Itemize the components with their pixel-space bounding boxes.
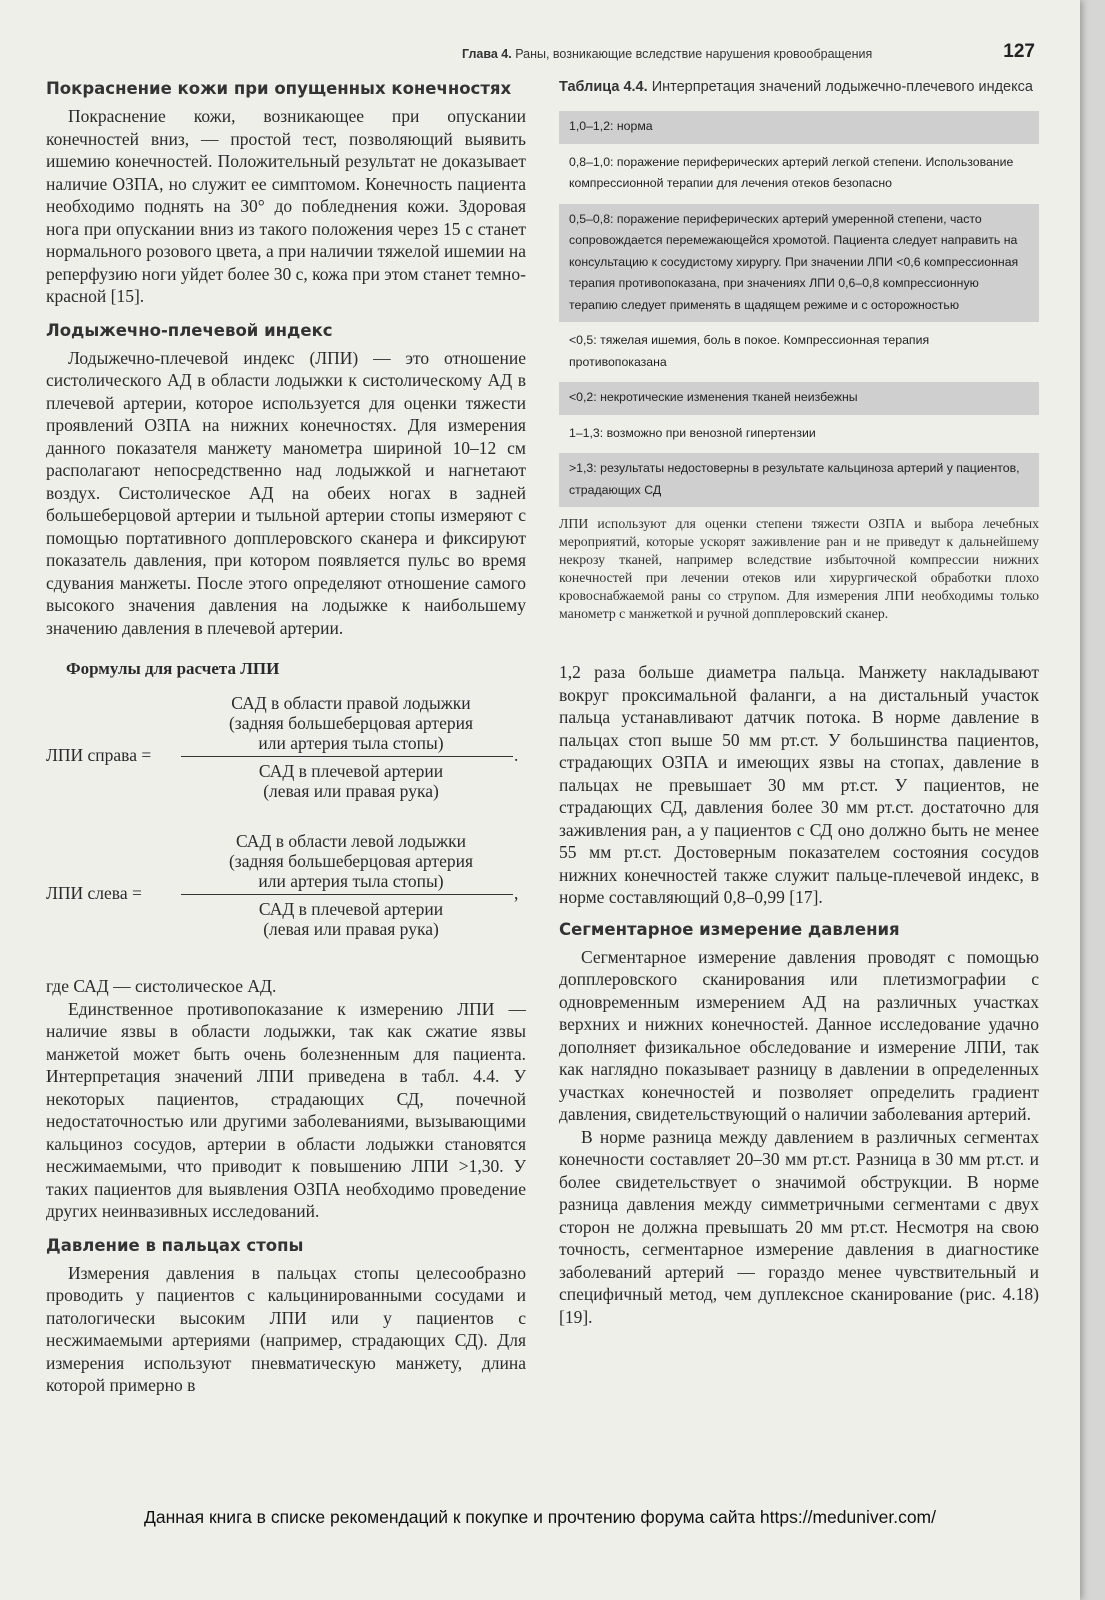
section-title-abi: Лодыжечно-плечевой индекс: [46, 320, 333, 340]
formula-lhs: ЛПИ справа =: [46, 745, 152, 765]
table-row: 1,0–1,2: норма: [559, 111, 1039, 144]
running-header: [462, 41, 1035, 65]
formula-title: Формулы для расчета ЛПИ: [66, 659, 280, 678]
paragraph-segmental-pressure-1: Сегментарное измерение давления проводят с помощью допплеровского сканирования или плетизмографии с одновременным измерением АД на различных участках верхних и нижних конечностей. Данное исследование удачно дополняет физикальное обследование и измерение ЛПИ, так как наглядно показывает разницу в давлении в определенных участках конечностей и позволяет определить градиент давления, свидетельствующий о наличии заболевания артерий.: [559, 946, 1039, 1124]
table-row: >1,3: результаты недостоверны в результате кальциноза артерий у пациентов, страдающих СД: [559, 453, 1039, 507]
section-title-toe-pressure: Давление в пальцах стопы: [46, 1235, 304, 1255]
formula-denominator: САД в плечевой артерии (левая или правая рука): [258, 761, 444, 801]
formula-abi-right: САД в области правой лодыжки (задняя большеберцовая артерия или артерия тыла стопы) ЛПИ справа = . САД в плечевой артерии (левая или правая рука): [46, 693, 519, 801]
formula-lhs: ЛПИ слева =: [46, 883, 142, 903]
formula-abi-left: САД в области левой лодыжки (задняя большеберцовая артерия или артерия тыла стопы) ЛПИ слева = , САД в плечевой артерии (левая или правая рука): [46, 831, 519, 939]
fraction-bar: [181, 894, 513, 895]
right-column: [559, 78, 1039, 1328]
table-row: 0,5–0,8: поражение периферических артерий умеренной степени, часто сопровождается перемежающейся хромотой. Пациента следует направить на консультацию к сосудистому хирургу. При значении ЛПИ <0,6 компрессионная терапия противопоказана, при значениях ЛПИ 0,6–0,8 компрессионную терапию следует применять в щадящем режиме и с осторожностью: [559, 204, 1039, 323]
formula-numerator: САД в области правой лодыжки (задняя большеберцовая артерия или артерия тыла стопы): [228, 693, 474, 753]
table-row: 1–1,3: возможно при венозной гипертензии: [569, 425, 816, 440]
chapter-heading: [462, 47, 872, 61]
chapter-label: Глава 4.: [462, 47, 512, 61]
watermark-footer: Данная книга в списке рекомендаций к покупке и прочтению форума сайта https://meduniver.com/: [143, 1507, 936, 1527]
paragraph-toe-pressure-continued: 1,2 раза больше диаметра пальца. Манжету накладывают вокруг проксимальной фаланги, а на дистальный участок пальца устанавливают датчик потока. В норме давление в пальцах стоп выше 50 мм рт.ст. У большинства пациентов, страдающих ОЗПА и имеющих язвы на стопах, давление в пальцах не превышает 30 мм рт.ст. У пациентов, не страдающих СД, давления более 30 мм рт.ст. достаточно для заживления ран, а у пациентов с СД оно должно быть не менее 55 мм рт.ст. Достоверным показателем состояния сосудов нижних конечностей также служит пальце-плечевой индекс, в норме составляющий 0,8–0,99 [17].: [559, 662, 1039, 907]
table-row: <0,5: тяжелая ишемия, боль в покое. Компрессионная терапия противопоказана: [569, 333, 930, 369]
paragraph-toe-pressure: Измерения давления в пальцах стопы целесообразно проводить у пациентов с кальцинированными сосудами и патологически высоким ЛПИ или у пациентов с несжимаемыми артериями (например, страдающих СД). Для измерения используют пневматическую манжету, длина которой примерно в: [46, 1262, 526, 1395]
fraction-bar: [181, 756, 513, 757]
formula-legend: где САД — систолическое АД.: [46, 976, 277, 996]
table-row: 0,8–1,0: поражение периферических артерий легкой степени. Использование компрессионной терапии для лечения отеков безопасно: [569, 154, 1014, 190]
table-caption: Таблица 4.4. Интерпретация значений лодыжечно-плечевого индекса: [559, 79, 1033, 95]
paragraph-abi-contraindication: Единственное противопоказание к измерению ЛПИ — наличие язвы в области лодыжки, так как сжатие язвы манжетой может быть очень болезненным для пациента. Интерпретация значений ЛПИ приведена в табл. 4.4. У некоторых пациентов, страдающих СД, почечной недостаточностью или другими заболеваниями, вызывающими кальциноз сосудов, артерии в области лодыжки становятся несжимаемыми, что приводит к повышению ЛПИ >1,30. У таких пациентов для выявления ОЗПА необходимо проведение других неинвазивных исследований.: [46, 998, 526, 1221]
section-title-segmental-pressure: Сегментарное измерение давления: [559, 919, 900, 939]
chapter-title: Раны, возникающие вследствие нарушения кровообращения: [515, 47, 873, 61]
page-number: 127: [1003, 41, 1035, 62]
table-row: <0,2: некротические изменения тканей неизбежны: [559, 382, 1039, 415]
formula-denominator: САД в плечевой артерии (левая или правая рука): [258, 899, 444, 939]
table-note: ЛПИ используют для оценки степени тяжести ОЗПА и выбора лечебных мероприятий, которые ускорят заживление ран и не приведут к дальнейшему некрозу тканей, например вследствие избыточной компрессии нижних конечностей при лечении отеков или хирургической обработки плохо кровоснабжаемой раны со струпом. Для измерения ЛПИ необходимы только манометр с манжеткой и ручной допплеровский сканер.: [559, 516, 1039, 621]
paragraph-dependent-rubor: Покраснение кожи, возникающее при опускании конечностей вниз, — простой тест, позволяющий выявить ишемию конечностей. Положительный результат не доказывает наличие ОЗПА, но служит ее симптомом. Конечность пациента необходимо поднять на 30° до побледнения кожи. Здоровая нога при опускании вниз из такого положения через 15 с станет нормального розового цвета, а при наличии тяжелой ишемии на реперфузию ноги уйдет более 30 с, кожа при этом станет темно-красной [15].: [46, 106, 526, 306]
abi-interpretation-table: [559, 111, 1039, 507]
paragraph-abi-definition: Лодыжечно-плечевой индекс (ЛПИ) — это отношение систолического АД в области лодыжки к систолическому АД в плечевой артерии, которое используется для оценки тяжести проявлений ОЗПА на нижних конечностях. Для измерения данного показателя манжету манометра шириной 10–12 см располагают непосредственно над лодыжкой и нагнетают воздух. Систолическое АД на обеих ногах в задней большеберцовой артерии и тыльной артерии стопы измеряют с помощью портативного допплеровского сканера и фиксируют показатель давления, при котором появляется пульс во время сдувания манжеты. После этого определяют отношение самого высокого значения давления на лодыжке к наибольшему значению давления в плечевой артерии.: [46, 347, 526, 638]
section-title-dependent-rubor: Покраснение кожи при опущенных конечностях: [46, 79, 512, 98]
paragraph-segmental-pressure-2: В норме разница между давлением в различных сегментах конечности составляет 20–30 мм рт.ст. Разница в 30 мм рт.ст. и более свидетельствует о значимой обструкции. В норме разница давления между симметричными сегментами с двух сторон не должна превышать 20 мм рт.ст. Несмотря на свою точность, сегментарное измерение давления в диагностике заболеваний артерий — гораздо менее чувствительный и специфичный метод, чем дуплексное сканирование (рис. 4.18) [19].: [559, 1126, 1039, 1327]
formula-numerator: САД в области левой лодыжки (задняя большеберцовая артерия или артерия тыла стопы): [228, 831, 474, 891]
left-column: [46, 78, 526, 1397]
